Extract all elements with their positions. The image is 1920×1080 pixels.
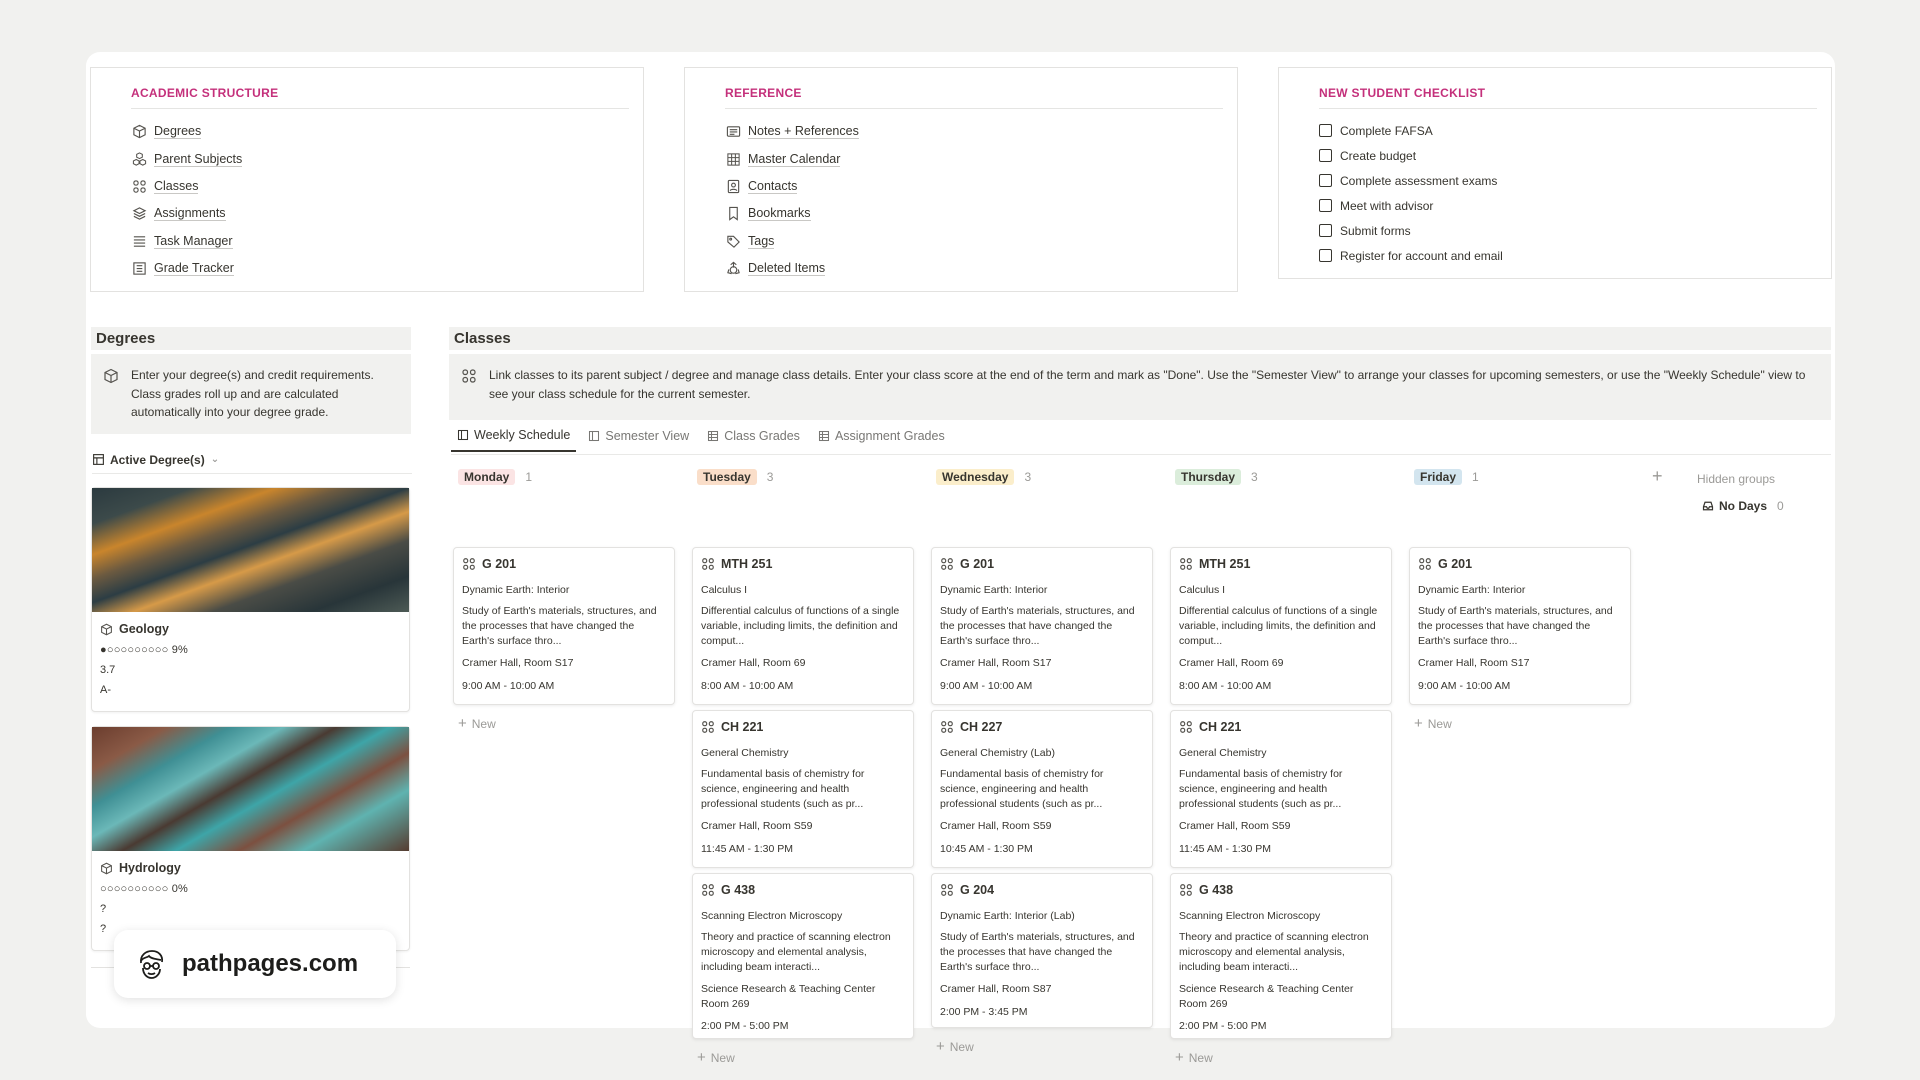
class-code-text: MTH 251 [1199,557,1251,571]
new-card-button[interactable] [936,1038,974,1055]
class-code [701,720,905,734]
grid-icon [461,368,477,390]
cube-icon [131,123,148,140]
new-card-button[interactable] [697,1049,735,1066]
class-description: Study of Earth's materials, structures, and the processes that have changed the Earth's surface thro... [1418,605,1613,647]
grid-icon [940,720,960,734]
link-label: Notes + References [748,124,859,139]
checklist-item[interactable] [1319,218,1503,243]
hidden-groups-label: Hidden groups [1697,472,1776,486]
day-count: 1 [1472,470,1479,484]
checklist-item[interactable] [1319,168,1503,193]
degree-gpa: 3.7 [100,664,116,676]
class-room: Cramer Hall, Room S59 [940,820,1052,833]
board-column-header[interactable] [1414,469,1479,485]
tab-semester-view[interactable] [582,428,695,452]
cubes-icon [131,151,148,168]
cube-icon [100,623,113,636]
class-name: Dynamic Earth: Interior (Lab) [940,910,1075,922]
degree-name: Geology [119,622,170,636]
degrees-header: Degrees [91,327,411,350]
new-card-button[interactable] [1414,715,1452,732]
checklist-list [1319,118,1503,268]
class-description: Study of Earth's materials, structures, and the processes that have changed the Earth's surface thro... [940,931,1135,973]
degree-title [92,612,409,640]
day-pill: Monday [458,469,515,485]
checkbox[interactable] [1319,174,1332,187]
class-name: Scanning Electron Microscopy [1179,910,1321,922]
link-tags[interactable] [725,228,859,255]
board-icon [457,429,469,441]
checklist-item[interactable] [1319,243,1503,268]
new-label: New [471,716,496,731]
checklist-title: NEW STUDENT CHECKLIST [1319,86,1817,109]
link-label: Contacts [748,178,798,193]
table-icon [818,430,830,442]
class-code-text: G 201 [482,557,517,571]
plus-icon: + [936,1038,945,1055]
class-room: Cramer Hall, Room S87 [940,983,1052,996]
link-classes[interactable] [131,173,242,200]
tab-weekly-schedule[interactable] [451,428,576,452]
grid-icon [701,883,721,897]
plus-icon: + [1414,715,1423,732]
link-label: Task Manager [154,233,233,248]
day-pill: Tuesday [697,469,757,485]
class-room: Science Research & Teaching Center Room 269 [1179,983,1354,1010]
degree-card-geology[interactable] [91,487,410,712]
new-card-button[interactable] [458,715,496,732]
plus-icon: + [697,1049,706,1066]
checklist-label: Meet with advisor [1340,198,1434,213]
class-card[interactable] [931,547,1153,705]
degree-progress: ○○○○○○○○○○ 0% [100,883,188,895]
grid-icon [940,883,960,897]
filter-label: Active Degree(s) [110,452,205,467]
classes-callout [449,354,1831,420]
class-name: General Chemistry [1179,747,1267,759]
day-count: 3 [1024,470,1032,484]
grid-icon [462,557,482,571]
class-code-text: G 204 [960,883,995,897]
degrees-callout-text: Enter your degree(s) and credit requirements. Class grades roll up and are calculated automatically into your degree grade. [131,368,374,419]
academic-structure-title: ACADEMIC STRUCTURE [131,86,629,109]
degree-card-hydrology[interactable] [91,726,410,951]
lines-icon [131,233,148,250]
grid-icon [701,557,721,571]
class-card[interactable] [1170,710,1392,868]
tab-label: Semester View [605,429,690,443]
notion-page [86,52,1835,1066]
class-code [1418,557,1622,571]
link-master-calendar[interactable] [725,145,859,172]
new-card-button[interactable] [1175,1049,1213,1066]
degree-progress: ●○○○○○○○○○ 9% [100,644,188,656]
link-grade-tracker[interactable] [131,255,242,282]
class-time: 10:45 AM - 1:30 PM [940,842,1033,855]
class-card[interactable] [1170,873,1392,1039]
plus-icon: + [458,715,467,732]
class-room: Cramer Hall, Room S17 [1418,657,1530,670]
day-count: 3 [766,470,774,484]
link-label: Degrees [154,124,202,139]
new-label: New [710,1050,735,1065]
checkbox[interactable] [1319,249,1332,262]
tab-label: Class Grades [724,429,800,443]
watermark-text: pathpages.com [182,950,359,977]
watermark-badge [114,930,396,998]
degree-grade: ? [100,923,107,935]
new-label: New [949,1039,974,1054]
degrees-callout [91,354,411,434]
class-card[interactable] [931,710,1153,868]
class-code [1179,720,1383,734]
hydrology-cover-image [92,727,409,851]
tab-assignment-grades[interactable] [812,428,951,452]
class-name: Calculus I [701,584,748,596]
tab-label: Weekly Schedule [474,428,571,442]
table-icon [131,260,148,277]
class-card[interactable] [692,710,914,868]
class-description: Fundamental basis of chemistry for science, engineering and health professional students (such as pr... [1179,768,1343,810]
checklist-item[interactable] [1319,193,1503,218]
class-description: Fundamental basis of chemistry for science, engineering and health professional students (such as pr... [701,768,865,810]
view-tabs [451,428,957,452]
class-name: Calculus I [1179,584,1226,596]
checkbox[interactable] [1319,124,1332,137]
plus-icon: + [1175,1049,1184,1066]
classes-callout-text: Link classes to its parent subject / degree and manage class details. Enter your class score at the end of the term and mark as "Done". Use the "Semester View" to arrange your classes for upcoming semesters, or use the "Weekly Schedule" view to see your class schedule for the current semester. [489,368,1806,401]
checklist-panel [1278,67,1832,279]
class-code [462,557,666,571]
board-column-header[interactable] [936,469,1031,485]
class-code [1179,883,1383,897]
class-name: Scanning Electron Microscopy [701,910,843,922]
class-time: 2:00 PM - 5:00 PM [701,1020,789,1033]
board-column-header[interactable] [697,469,773,485]
recycle-icon [725,260,742,277]
grid-icon [131,178,148,195]
avatar-logo-icon [134,947,168,981]
class-room: Cramer Hall, Room S59 [701,820,813,833]
class-card[interactable] [453,547,675,705]
class-description: Study of Earth's materials, structures, and the processes that have changed the Earth's surface thro... [462,605,657,647]
class-time: 11:45 AM - 1:30 PM [1179,842,1272,855]
class-name: General Chemistry (Lab) [940,747,1055,759]
class-description: Theory and practice of scanning electron microscopy and elemental analysis, including beam interacti... [701,931,891,973]
class-time: 11:45 AM - 1:30 PM [701,842,794,855]
link-bookmarks[interactable] [725,200,859,227]
reference-list [725,118,859,282]
board-column-header[interactable] [458,469,532,485]
class-name: Dynamic Earth: Interior [462,584,570,596]
class-room: Cramer Hall, Room S59 [1179,820,1291,833]
class-code [940,720,1144,734]
grid-icon [701,720,721,734]
contacts-icon [725,178,742,195]
class-time: 8:00 AM - 10:00 AM [1179,679,1272,692]
grid-icon [1179,557,1199,571]
active-degrees-filter[interactable] [92,446,412,474]
class-code [701,883,905,897]
degree-title [92,851,409,879]
link-task-manager[interactable] [131,228,242,255]
link-label: Assignments [154,206,226,221]
degree-name: Hydrology [119,861,181,875]
no-days-count: 0 [1777,499,1784,513]
board-column-header[interactable] [1175,469,1258,485]
class-code-text: G 201 [1438,557,1473,571]
class-code-text: G 201 [960,557,995,571]
class-code-text: CH 221 [721,720,764,734]
calendar-icon [725,151,742,168]
checklist-item[interactable] [1319,118,1503,143]
grid-icon [940,557,960,571]
no-days-label: No Days [1719,499,1768,513]
link-label: Grade Tracker [154,261,234,276]
tag-icon [725,233,742,250]
class-code-text: G 438 [721,883,756,897]
link-label: Master Calendar [748,151,841,166]
checklist-label: Complete FAFSA [1340,123,1433,138]
reference-panel [684,67,1238,292]
day-pill: Thursday [1175,469,1241,485]
checklist-label: Create budget [1340,148,1417,163]
class-room: Cramer Hall, Room 69 [701,657,806,670]
table-icon [92,453,105,466]
tab-label: Assignment Grades [834,429,945,443]
class-time: 2:00 PM - 5:00 PM [1179,1020,1267,1033]
grid-icon [1418,557,1438,571]
new-label: New [1188,1050,1213,1065]
note-icon [725,123,742,140]
checklist-label: Register for account and email [1340,248,1503,263]
checkbox[interactable] [1319,149,1332,162]
class-code-text: CH 221 [1199,720,1242,734]
grid-icon [1179,883,1199,897]
class-time: 8:00 AM - 10:00 AM [701,679,794,692]
link-label: Bookmarks [748,206,811,221]
cube-icon [100,862,113,875]
class-card[interactable] [1170,547,1392,705]
class-description: Fundamental basis of chemistry for science, engineering and health professional students (such as pr... [940,768,1104,810]
class-card[interactable] [692,547,914,705]
reference-title: REFERENCE [725,86,1223,109]
class-code-text: CH 227 [960,720,1003,734]
grid-icon [1179,720,1199,734]
class-code-text: G 438 [1199,883,1234,897]
link-label: Tags [748,233,775,248]
class-code [940,557,1144,571]
class-name: Dynamic Earth: Interior [940,584,1048,596]
class-time: 9:00 AM - 10:00 AM [940,679,1033,692]
divider [451,454,1831,455]
link-notes-references[interactable] [725,118,859,145]
checkbox[interactable] [1319,199,1332,212]
link-parent-subjects[interactable] [131,145,242,172]
classes-header: Classes [449,327,1831,350]
class-name: Dynamic Earth: Interior [1418,584,1526,596]
class-time: 2:00 PM - 3:45 PM [940,1005,1028,1018]
no-days-group[interactable] [1702,499,1784,513]
class-time: 9:00 AM - 10:00 AM [1418,679,1511,692]
class-description: Study of Earth's materials, structures, and the processes that have changed the Earth's surface thro... [940,605,1135,647]
checklist-item[interactable] [1319,143,1503,168]
day-pill: Friday [1414,469,1462,485]
chevron-down-icon: ⌄ [210,454,220,465]
new-label: New [1427,716,1452,731]
stack-icon [131,205,148,222]
degree-gpa: ? [100,903,107,915]
table-icon [707,430,719,442]
bookmark-icon [725,205,742,222]
checklist-label: Complete assessment exams [1340,173,1498,188]
class-code [1179,557,1383,571]
class-card[interactable] [692,873,914,1039]
class-code [940,883,1144,897]
link-contacts[interactable] [725,173,859,200]
class-description: Differential calculus of functions of a single variable, including limits, the definition and comput... [1179,605,1378,647]
day-pill: Wednesday [936,469,1014,485]
degree-grade: A- [100,684,111,696]
class-description: Theory and practice of scanning electron microscopy and elemental analysis, including beam interacti... [1179,931,1369,973]
class-room: Cramer Hall, Room S17 [940,657,1052,670]
link-label: Parent Subjects [154,151,243,166]
class-code-text: MTH 251 [721,557,773,571]
class-room: Science Research & Teaching Center Room 269 [701,983,876,1010]
class-code [701,557,905,571]
add-group-icon[interactable]: + [1652,466,1663,486]
tab-class-grades[interactable] [701,428,806,452]
class-card[interactable] [1409,547,1631,705]
inbox-icon [1702,500,1714,512]
class-room: Cramer Hall, Room S17 [462,657,574,670]
checkbox[interactable] [1319,224,1332,237]
link-label: Classes [154,178,199,193]
class-time: 9:00 AM - 10:00 AM [462,679,555,692]
class-description: Differential calculus of functions of a single variable, including limits, the definition and comput... [701,605,900,647]
day-count: 1 [525,470,533,484]
class-name: General Chemistry [701,747,789,759]
link-label: Deleted Items [748,261,826,276]
class-card[interactable] [931,873,1153,1028]
link-deleted-items[interactable] [725,255,859,282]
cube-icon [103,368,119,390]
class-room: Cramer Hall, Room 69 [1179,657,1284,670]
day-count: 3 [1251,470,1258,484]
link-assignments[interactable] [131,200,242,227]
board-icon [588,430,600,442]
geology-cover-image [92,488,409,612]
checklist-label: Submit forms [1340,223,1411,238]
link-degrees[interactable] [131,118,242,145]
academic-structure-list [131,118,242,282]
academic-structure-panel [90,67,644,292]
